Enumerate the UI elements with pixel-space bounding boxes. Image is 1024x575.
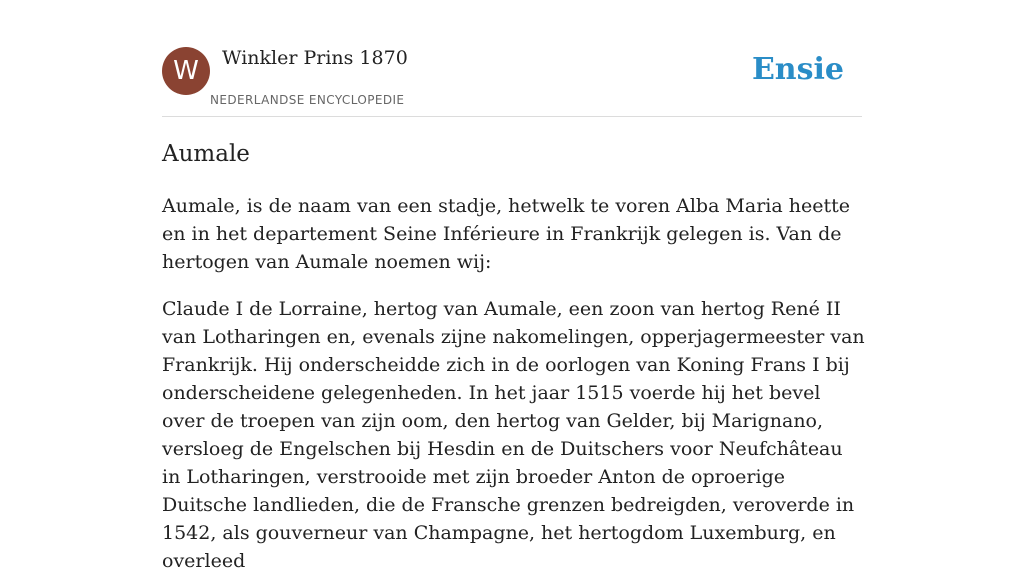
article-title: Aumale xyxy=(162,141,250,167)
article-paragraph-2: Claude I de Lorraine, hertog van Aumale, een zoon van hertog René II van Lotharingen en, evenals zijne nakomelingen, opperjagermeester van Frankrijk. Hij onderscheidde zich in de oorlogen van Koning Frans I bij onderscheidene gelegenheden. In het jaar 1515 voerde hij het bevel over de troepen van zijn oom, den hertog van Gelder, bij Marignano, versloeg de Engelschen bij Hesdin en de Duitschers voor Neufchâteau in Lotharingen, verstrooide met zijn broeder Anton de oproerige Duitsche landlieden, die de Fransche grenzen bedreigden, veroverde in 1542, als gouverneur van Champagne, het hertogdom Luxemburg, en overleed xyxy=(162,298,865,572)
article-paragraph-1: Aumale, is de naam van een stadje, hetwelk te voren Alba Maria heette en in het departement Seine Inférieure in Frankrijk gelegen is. Van de hertogen van Aumale noemen wij: xyxy=(162,195,850,273)
article xyxy=(162,138,866,575)
site-header xyxy=(162,0,862,117)
book-title[interactable]: Winkler Prins 1870 xyxy=(222,47,408,69)
book-avatar[interactable]: W xyxy=(162,47,210,95)
ensie-logo[interactable]: Ensie xyxy=(751,52,844,87)
book-subtitle: NEDERLANDSE ENCYCLOPEDIE xyxy=(210,93,405,107)
